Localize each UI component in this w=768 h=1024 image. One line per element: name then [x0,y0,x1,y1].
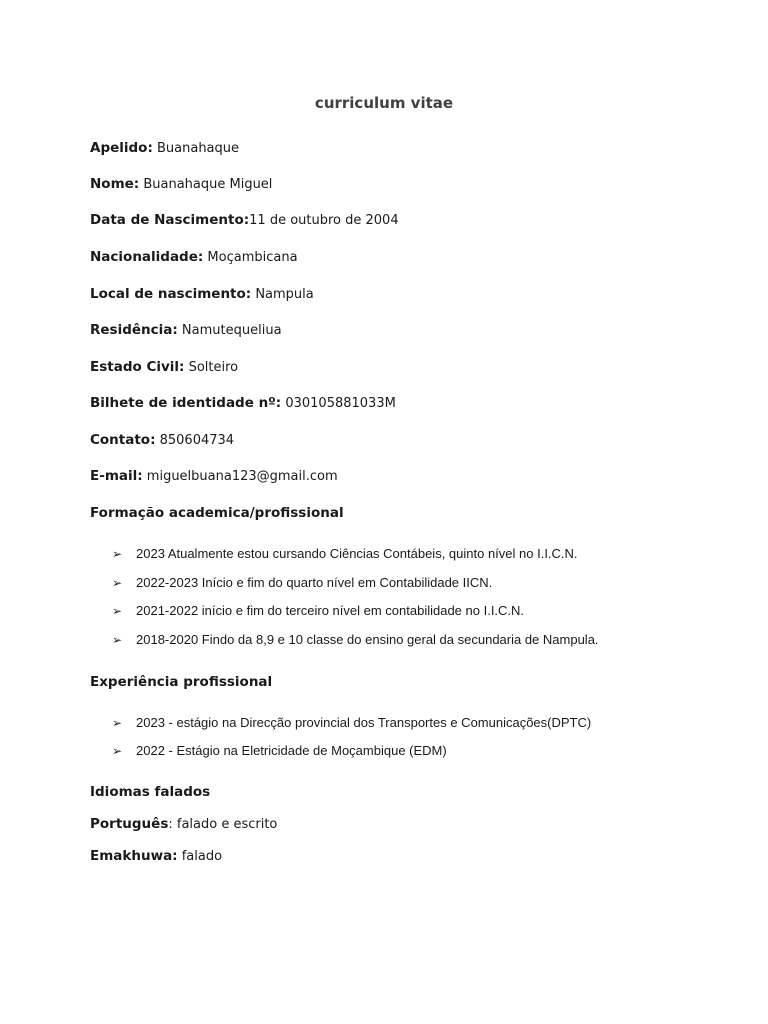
arrow-bullet-icon: ➢ [112,716,123,730]
field-nome [90,176,272,192]
field-value: 030105881033M [281,396,396,411]
field-label: Local de nascimento: [90,286,252,302]
list-item [112,546,578,561]
list-item-text: 2022 - Estágio na Eletricidade de Moçambique (EDM) [136,743,447,758]
language-value: falado [177,849,223,864]
document-title: curriculum vitae [314,94,454,112]
field-contato [90,432,234,448]
list-item-text: 2023 - estágio na Direcção provincial dos Transportes e Comunicações(DPTC) [136,715,592,730]
list-item-text: 2022-2023 Início e fim do quarto nível em Contabilidade IICN. [136,575,493,590]
arrow-bullet-icon: ➢ [112,604,123,618]
field-label: Nome: [90,176,140,192]
field-value: 850604734 [155,433,235,448]
field-label: E-mail: [90,468,143,484]
arrow-bullet-icon: ➢ [112,547,123,561]
arrow-bullet-icon: ➢ [112,576,123,590]
arrow-bullet-icon: ➢ [112,633,123,647]
list-item-text: 2023 Atualmente estou cursando Ciências Contábeis, quinto nível no I.I.C.N. [136,546,578,561]
field-label: Apelido: [90,140,153,156]
field-value: Buanahaque Miguel [139,177,273,192]
field-label: Residência: [90,322,178,338]
list-item [112,575,492,590]
field-bilhete-identidade [90,395,396,411]
field-estado-civil [90,359,238,375]
field-label: Nacionalidade: [90,249,204,265]
list-item-text: 2018-2020 Findo da 8,9 e 10 classe do ensino geral da secundaria de Nampula. [136,632,599,647]
section-heading-idiomas: Idiomas falados [90,784,211,800]
field-local-nascimento [90,286,314,302]
language-label: Emakhuwa: [90,848,178,864]
section-heading-experiencia: Experiência profissional [90,674,273,690]
field-nacionalidade [90,249,298,265]
field-value: Solteiro [184,360,239,375]
list-item [112,632,599,647]
field-value: Namutequeliua [177,323,282,338]
language-portugues [90,816,277,832]
field-label: Bilhete de identidade nº: [90,395,282,411]
section-heading-formacao: Formação academica/profissional [90,505,344,521]
field-label: Contato: [90,432,156,448]
language-emakhuwa [90,848,222,864]
field-value: Buanahaque [152,141,240,156]
field-value: 11 de outubro de 2004 [249,213,399,228]
field-residencia [90,322,282,338]
field-email [90,468,338,484]
list-item [112,715,591,730]
language-label: Português [90,816,169,832]
field-value: miguelbuana123@gmail.com [142,469,338,484]
list-item-text: 2021-2022 início e fim do terceiro nível em contabilidade no I.I.C.N. [136,603,525,618]
list-item [112,603,524,618]
field-label: Data de Nascimento: [90,212,250,228]
arrow-bullet-icon: ➢ [112,744,123,758]
field-label: Estado Civil: [90,359,185,375]
field-value: Moçambicana [203,250,298,265]
language-value: : falado e escrito [168,817,278,832]
field-apelido [90,140,239,156]
list-item [112,743,447,758]
field-value: Nampula [251,287,314,302]
field-data-nascimento [90,212,399,228]
